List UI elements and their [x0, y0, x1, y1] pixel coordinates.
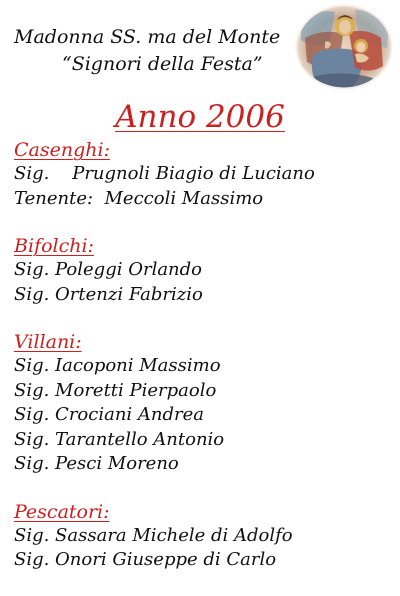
header-subtitle: “Signori della Festa”: [62, 53, 263, 75]
member-name: Sig. Crociani Andrea: [14, 404, 205, 425]
member-name: Sig. Ortenzi Fabrizio: [14, 283, 203, 305]
section-villani: [14, 330, 394, 477]
member-name: Sig. Onori Giuseppe di Carlo: [14, 549, 277, 570]
member-name: Tenente: Meccoli Massimo: [14, 187, 264, 209]
section-title: Bifolchi:: [14, 235, 94, 257]
member-name: Sig. Moretti Pierpaolo: [14, 379, 217, 401]
sections-list: [14, 138, 394, 596]
member-name: Sig. Pesci Moreno: [14, 453, 179, 474]
section-title: Pescatori:: [14, 500, 110, 523]
member-name: Sig. Prugnoli Biagio di Luciano: [14, 163, 315, 184]
section-pescatori: [14, 500, 394, 573]
year-title: Anno 2006: [115, 99, 285, 135]
header-title: Madonna SS. ma del Monte: [14, 26, 281, 48]
section-casenghi: [14, 138, 394, 211]
member-name: Sig. Iacoponi Massimo: [14, 355, 221, 376]
section-title: Villani:: [14, 331, 82, 353]
madonna-fresco-image: [295, 4, 393, 90]
member-name: Sig. Sassara Michele di Adolfo: [14, 524, 293, 546]
member-name: Sig. Tarantello Antonio: [14, 428, 225, 450]
section-bifolchi: [14, 234, 394, 307]
section-title: Casenghi:: [14, 139, 110, 161]
member-name: Sig. Poleggi Orlando: [14, 259, 203, 280]
